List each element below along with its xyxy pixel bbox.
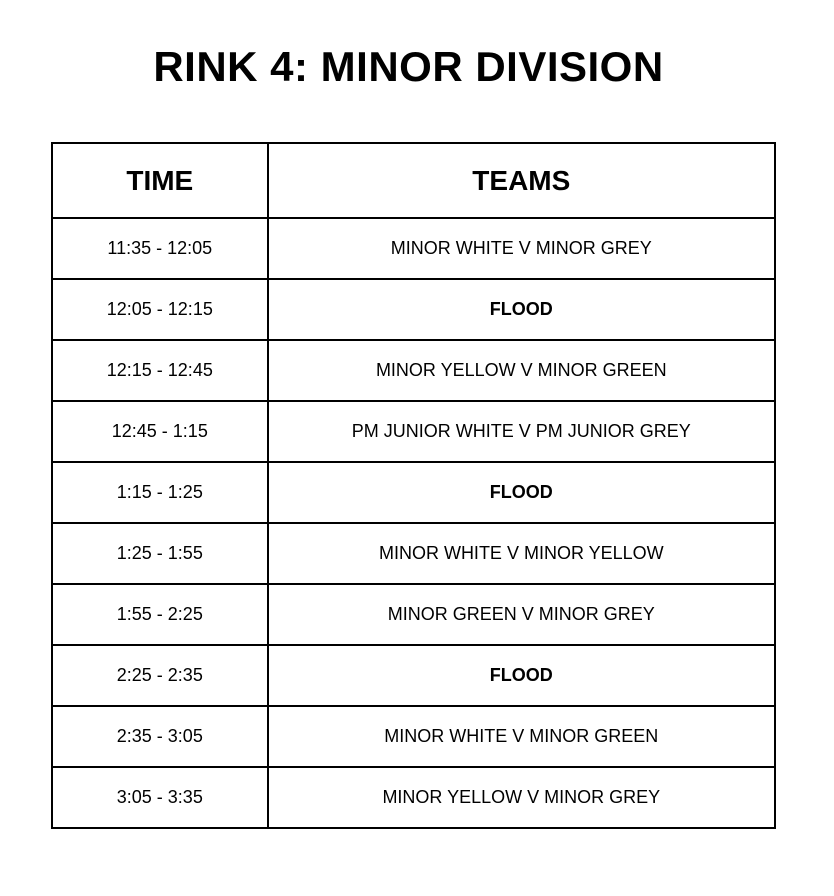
table-row: [52, 218, 775, 279]
time-column-header: TIME: [52, 143, 268, 218]
time-cell: 11:35 - 12:05: [52, 218, 268, 279]
table-row: [52, 645, 775, 706]
teams-cell: MINOR WHITE V MINOR YELLOW: [268, 523, 775, 584]
teams-cell: MINOR WHITE V MINOR GREY: [268, 218, 775, 279]
time-cell: 1:15 - 1:25: [52, 462, 268, 523]
table-row: [52, 584, 775, 645]
time-cell: 1:25 - 1:55: [52, 523, 268, 584]
time-cell: 3:05 - 3:35: [52, 767, 268, 828]
teams-cell-flood: FLOOD: [268, 645, 775, 706]
time-cell: 12:45 - 1:15: [52, 401, 268, 462]
teams-cell: MINOR YELLOW V MINOR GREEN: [268, 340, 775, 401]
table-row: [52, 767, 775, 828]
teams-cell: MINOR WHITE V MINOR GREEN: [268, 706, 775, 767]
table-row: [52, 340, 775, 401]
table-header-row: [52, 143, 775, 218]
table-row: [52, 462, 775, 523]
table-row: [52, 401, 775, 462]
time-cell: 1:55 - 2:25: [52, 584, 268, 645]
time-cell: 12:15 - 12:45: [52, 340, 268, 401]
teams-cell: MINOR GREEN V MINOR GREY: [268, 584, 775, 645]
time-cell: 2:25 - 2:35: [52, 645, 268, 706]
table-row: [52, 706, 775, 767]
teams-cell: PM JUNIOR WHITE V PM JUNIOR GREY: [268, 401, 775, 462]
teams-column-header: TEAMS: [268, 143, 775, 218]
table-row: [52, 279, 775, 340]
time-cell: 2:35 - 3:05: [52, 706, 268, 767]
teams-cell-flood: FLOOD: [268, 462, 775, 523]
teams-cell: MINOR YELLOW V MINOR GREY: [268, 767, 775, 828]
time-cell: 12:05 - 12:15: [52, 279, 268, 340]
page-title: RINK 4: MINOR DIVISION: [153, 43, 664, 90]
teams-cell-flood: FLOOD: [268, 279, 775, 340]
schedule-table: [51, 142, 776, 829]
table-row: [52, 523, 775, 584]
